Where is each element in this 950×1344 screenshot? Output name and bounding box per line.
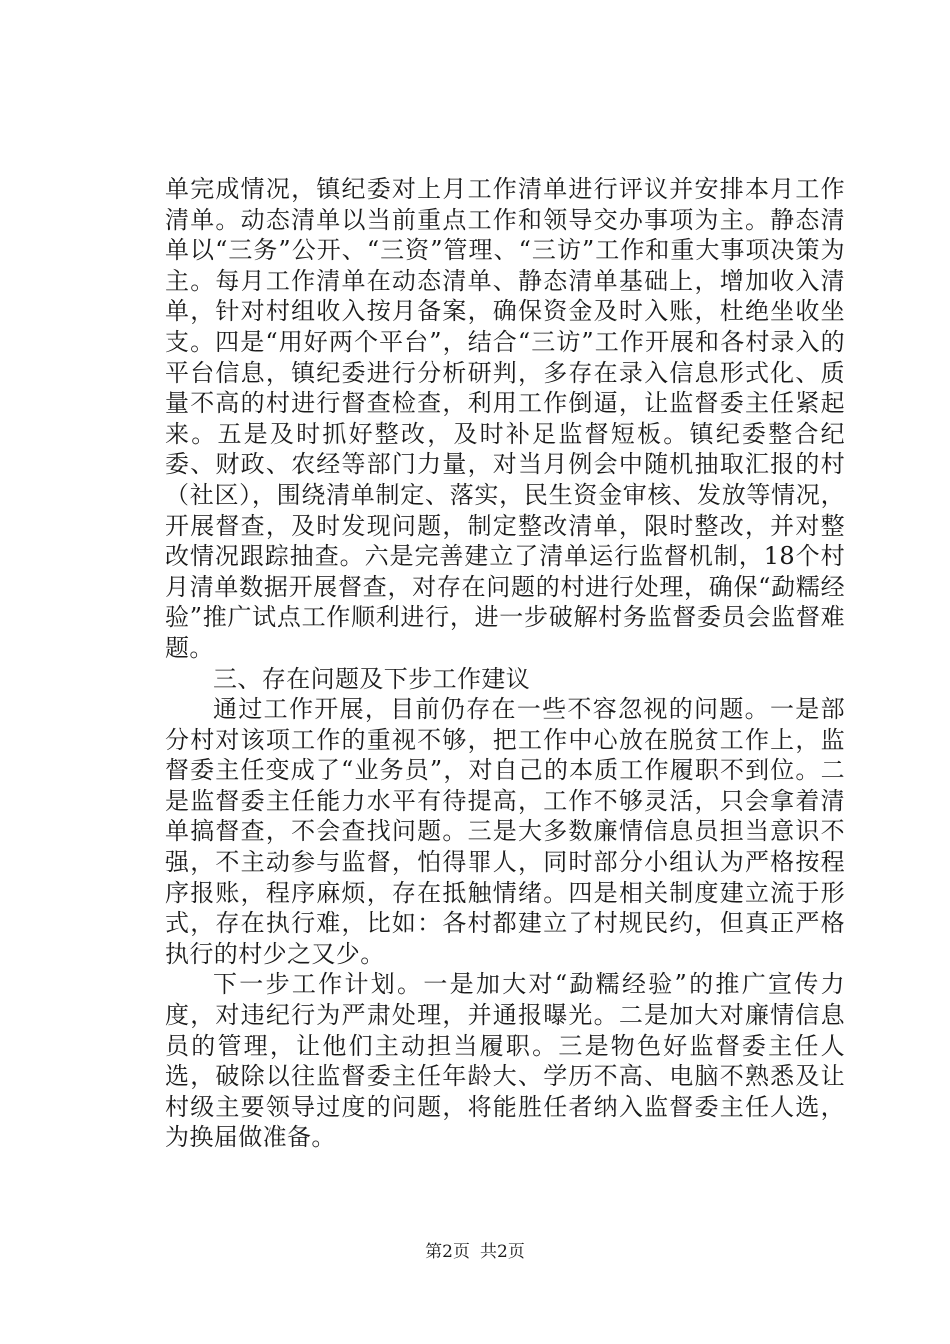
section-heading: 三、存在问题及下步工作建议 — [213, 664, 531, 693]
page-footer — [0, 1240, 950, 1264]
paragraph-next-steps: 下一步工作计划。一是加大对“勐糯经验”的推广宣传力度，对违纪行为严肃处理，并通报曝光。二是加大对廉情信息员的管理，让他们主动担当履职。三是物色好监督委主任人选，破除以往监督委主任年龄大、学历不高、电脑不熟悉及让村级主要领导过度的问题，将能胜任者纳入监督委主任人选，为换届做准备。 — [165, 970, 845, 1152]
page-number: 第2页 — [425, 1242, 470, 1262]
page-total: 共2页 — [480, 1242, 525, 1262]
document-body — [165, 174, 845, 1153]
paragraph-problems: 通过工作开展，目前仍存在一些不容忽视的问题。一是部分村对该项工作的重视不够，把工作中心放在脱贫工作上，监督委主任变成了“业务员”，对自己的本质工作履职不到位。二是监督委主任能力水平有待提高，工作不够灵活，只会拿着清单搞督查，不会查找问题。三是大多数廉情信息员担当意识不强，不主动参与监督，怕得罪人，同时部分小组认为严格按程序报账，程序麻烦，存在抵触情绪。四是相关制度建立流于形式，存在执行难，比如：各村都建立了村规民约，但真正严格执行的村少之又少。 — [165, 695, 845, 968]
paragraph-continuation: 单完成情况，镇纪委对上月工作清单进行评议并安排本月工作清单。动态清单以当前重点工作和领导交办事项为主。静态清单以“三务”公开、“三资”管理、“三访”工作和重大事项决策为主。每月工作清单在动态清单、静态清单基础上，增加收入清单，针对村组收入按月备案，确保资金及时入账，杜绝坐收坐支。四是“用好两个平台”，结合“三访”工作开展和各村录入的平台信息，镇纪委进行分析研判，多存在录入信息形式化、质量不高的村进行督查检查，利用工作倒逼，让监督委主任紧起来。五是及时抓好整改，及时补足监督短板。镇纪委整合纪委、财政、农经等部门力量，对当月例会中随机抽取汇报的村（社区），围绕清单制定、落实，民生资金审核、发放等情况，开展督查，及时发现问题，制定整改清单，限时整改，并对整改情况跟踪抽查。六是完善建立了清单运行监督机制，18个村月清单数据开展督查，对存在问题的村进行处理，确保“勐糯经验”推广试点工作顺利进行，进一步破解村务监督委员会监督难题。 — [165, 175, 845, 662]
